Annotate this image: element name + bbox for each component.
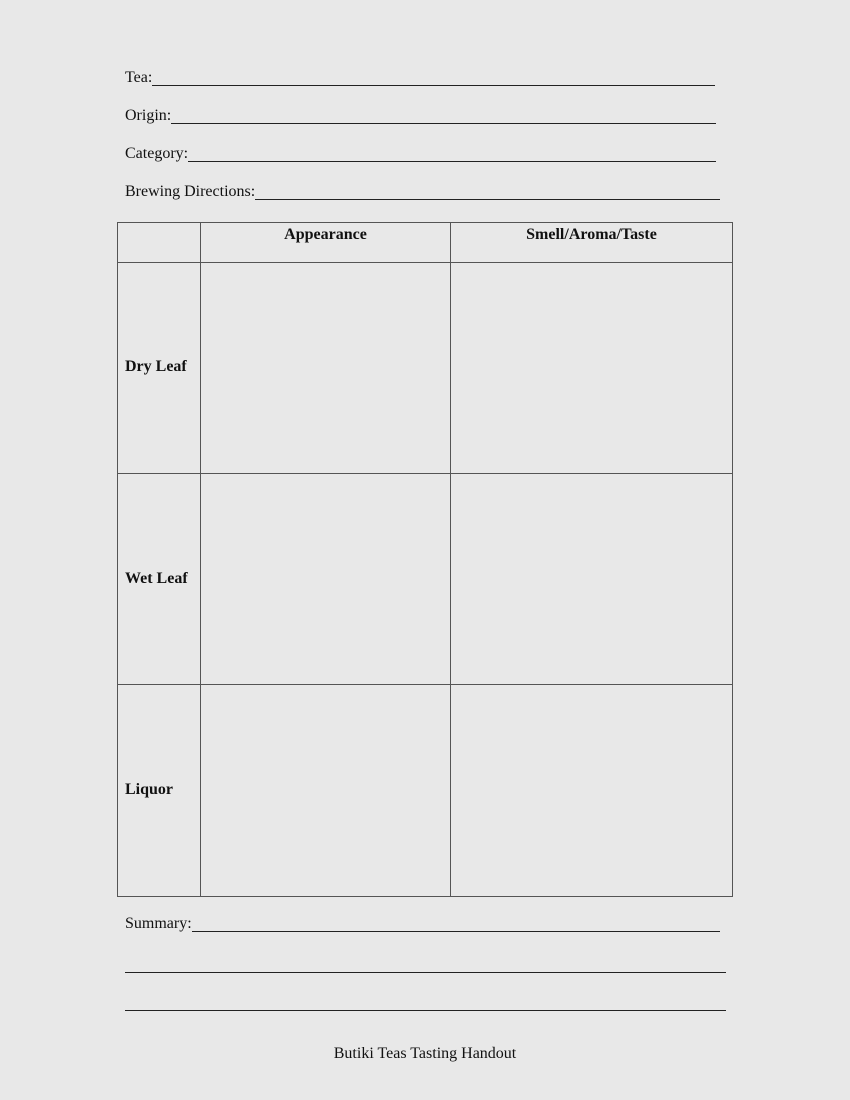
summary-field[interactable] [125,914,720,936]
liquor-appearance-cell[interactable] [201,685,450,896]
tea-field[interactable] [125,68,715,90]
summary-line-3[interactable] [125,1010,726,1011]
summary-line-2[interactable] [125,972,726,973]
wet-leaf-smell-cell[interactable] [451,474,732,684]
category-input-line[interactable] [188,160,716,162]
column-header-appearance: Appearance [284,226,367,243]
summary-input-line[interactable] [192,930,720,932]
origin-field[interactable] [125,106,716,128]
dry-leaf-smell-cell[interactable] [451,263,732,473]
origin-label: Origin: [125,107,172,124]
row-header-liquor: Liquor [125,781,174,798]
tea-label: Tea: [125,69,153,86]
column-header-smell-aroma-taste: Smell/Aroma/Taste [526,226,657,243]
wet-leaf-appearance-cell[interactable] [201,474,450,684]
brewing-directions-input-line[interactable] [255,198,720,200]
row-header-wet-leaf: Wet Leaf [125,570,188,587]
liquor-smell-cell[interactable] [451,685,732,896]
category-label: Category: [125,145,189,162]
dry-leaf-appearance-cell[interactable] [201,263,450,473]
brewing-directions-field[interactable] [125,182,720,204]
category-field[interactable] [125,144,716,166]
footer-text: Butiki Teas Tasting Handout [333,1045,517,1062]
brewing-directions-label: Brewing Directions: [125,183,256,200]
summary-label: Summary: [125,915,192,932]
tea-input-line[interactable] [152,84,715,86]
origin-input-line[interactable] [171,122,716,124]
tasting-table [117,222,733,897]
row-header-dry-leaf: Dry Leaf [125,358,187,375]
